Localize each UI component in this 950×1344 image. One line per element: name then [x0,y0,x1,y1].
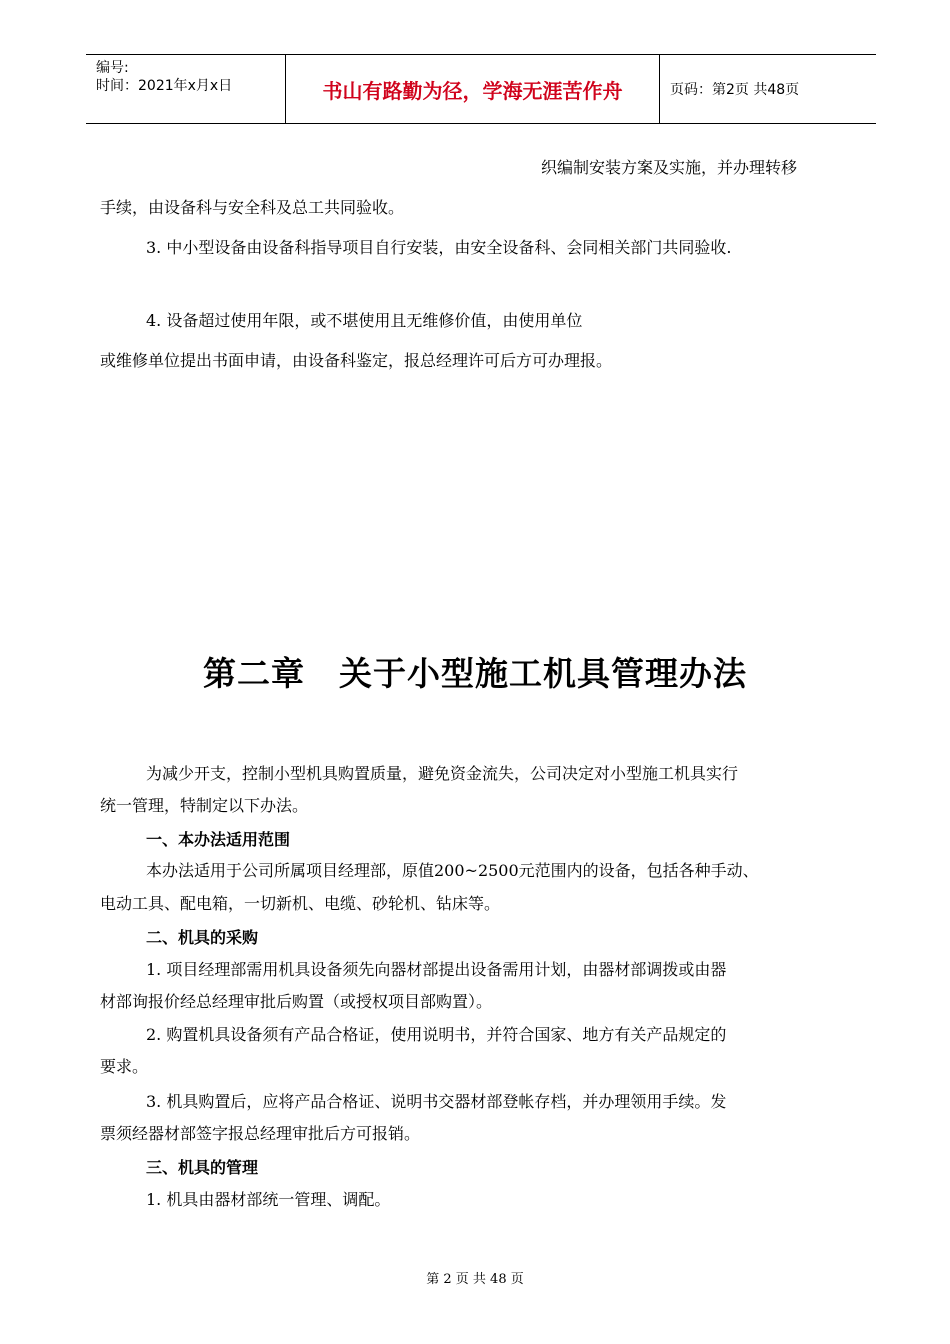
intro-item-4-cont: 或维修单位提出书面申请，由设备科鉴定，报总经理许可后方可办理报。 [100,351,613,370]
header-motto: 书山有路勤为径，学海无涯苦作舟 [286,55,660,123]
header-meta [86,55,286,123]
section-2-item-1-line-1: 1. 项目经理部需用机具设备须先向器材部提出设备需用计划，由器材部调拨或由器 [146,960,727,979]
section-2-title: 二、机具的采购 [146,928,259,947]
preface-line-2: 统一管理，特制定以下办法。 [100,796,309,815]
section-3-title: 三、机具的管理 [146,1158,259,1177]
intro-line-1: 织编制安装方案及实施，并办理转移 [541,158,798,177]
section-1-title: 一、本办法适用范围 [146,830,291,849]
section-3-item-1: 1. 机具由器材部统一管理、调配。 [146,1190,391,1209]
section-1-para-line-2: 电动工具、配电箱，一切新机、电缆、砂轮机、钻床等。 [100,894,501,913]
intro-item-3: 3. 中小型设备由设备科指导项目自行安装，由安全设备科、会同相关部门共同验收. [146,238,732,257]
intro-item-4: 4. 设备超过使用年限，或不堪使用且无维修价值，由使用单位 [146,311,583,330]
section-2-item-2-line-2: 要求。 [100,1057,149,1076]
document-number-label: 编号: [96,60,129,76]
section-2-item-3-line-1: 3. 机具购置后，应将产品合格证、说明书交器材部登帐存档，并办理领用手续。发 [146,1092,727,1111]
page-header [86,54,876,124]
preface-line-1: 为减少开支，控制小型机具购置质量，避免资金流失，公司决定对小型施工机具实行 [146,764,739,783]
intro-line-2: 手续，由设备科与安全科及总工共同验收。 [100,198,405,217]
chapter-title: 第二章 关于小型施工机具管理办法 [203,654,747,693]
section-1-para-line-1: 本办法适用于公司所属项目经理部，原值200~2500元范围内的设备，包括各种手动、 [146,861,759,880]
section-2-item-3-line-2: 票须经器材部签字报总经理审批后方可报销。 [100,1124,421,1143]
section-2-item-2-line-1: 2. 购置机具设备须有产品合格证，使用说明书，并符合国家、地方有关产品规定的 [146,1025,727,1044]
page-footer: 第 2 页 共 48 页 [426,1272,524,1287]
header-page-info: 页码：第2页 共48页 [670,82,800,98]
document-time-label: 时间：2021年x月x日 [96,78,233,94]
section-2-item-1-line-2: 材部询报价经总经理审批后购置（或授权项目部购置）。 [100,992,493,1011]
